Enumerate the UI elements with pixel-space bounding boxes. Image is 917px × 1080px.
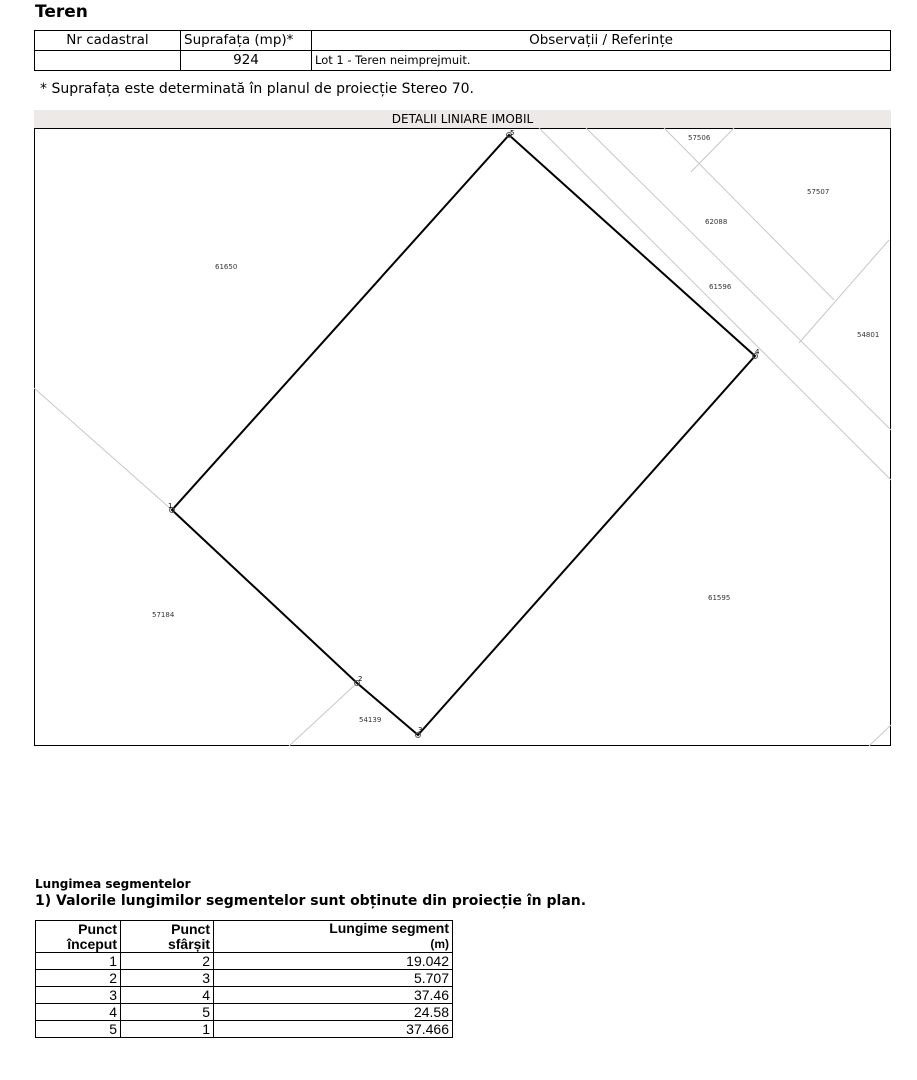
neighbour-boundaries (34, 128, 891, 746)
cell-start: 2 (36, 970, 121, 987)
boundary-line (799, 240, 889, 343)
parcel-label: 54139 (359, 716, 382, 724)
table-row (36, 1021, 453, 1038)
parcel-label: 61595 (708, 594, 731, 602)
plan-header: DETALII LINIARE IMOBIL (34, 110, 891, 128)
parcel-label: 61596 (709, 283, 732, 291)
section-title: Teren (35, 2, 88, 22)
plan-svg (34, 110, 891, 746)
header-end-line1: Punct (171, 921, 210, 937)
teren-header-row (35, 31, 891, 51)
boundary-line (289, 683, 357, 746)
cell-length: 24.58 (214, 1004, 453, 1021)
boundary-line (34, 388, 172, 510)
segments-table (35, 920, 453, 1038)
parcel-label: 61650 (215, 263, 238, 271)
header-length-unit: (m) (430, 937, 449, 951)
table-row (36, 1004, 453, 1021)
vertex-markers (170, 133, 758, 738)
boundary-line (664, 128, 834, 300)
header-length (214, 921, 453, 953)
header-start-line1: Punct (78, 921, 117, 937)
header-start (36, 921, 121, 953)
cell-nr-cadastral (35, 51, 181, 71)
table-row (36, 970, 453, 987)
parcel-label: 57507 (807, 188, 830, 196)
plan-drawing (34, 110, 891, 746)
cell-end: 4 (121, 987, 214, 1004)
teren-table (34, 30, 891, 71)
vertex-label: 4 (755, 348, 760, 356)
table-row (36, 987, 453, 1004)
header-suprafata: Suprafața (mp)* (181, 31, 312, 51)
parcel-label: 54801 (857, 331, 880, 339)
boundary-line (869, 725, 891, 746)
boundary-line (586, 128, 891, 430)
header-length-line1: Lungime segment (329, 920, 449, 936)
boundary-line (539, 128, 891, 480)
parcel-label: 62088 (705, 218, 728, 226)
header-end (121, 921, 214, 953)
plan-frame (35, 129, 891, 746)
vertex-labels (168, 129, 760, 734)
vertex-label: 5 (510, 129, 515, 137)
segments-title: Lungimea segmentelor (35, 877, 191, 891)
teren-data-row (35, 51, 891, 71)
cell-start: 3 (36, 987, 121, 1004)
vertex-label: 3 (418, 726, 423, 734)
cell-start: 4 (36, 1004, 121, 1021)
segments-note: 1) Valorile lungimilor segmentelor sunt obținute din proiecție în plan. (35, 893, 587, 909)
cell-start: 1 (36, 953, 121, 970)
cell-length: 37.46 (214, 987, 453, 1004)
cell-length: 37.466 (214, 1021, 453, 1038)
vertex-label: 1 (168, 502, 173, 510)
cell-suprafata: 924 (181, 51, 312, 71)
segments-header-row (36, 921, 453, 953)
header-end-line2: sfârșit (167, 936, 210, 952)
cell-end: 5 (121, 1004, 214, 1021)
cell-end: 2 (121, 953, 214, 970)
projection-note: * Suprafața este determinată în planul de proiecție Stereo 70. (40, 81, 475, 97)
header-observatii: Observații / Referințe (312, 31, 891, 51)
parcel-labels (152, 134, 879, 724)
cell-observatii: Lot 1 - Teren neimprejmuit. (312, 51, 891, 71)
cell-end: 1 (121, 1021, 214, 1038)
header-start-line2: început (67, 936, 117, 952)
header-nr-cadastral: Nr cadastral (35, 31, 181, 51)
parcel-outline (172, 135, 755, 735)
cell-end: 3 (121, 970, 214, 987)
cell-start: 5 (36, 1021, 121, 1038)
table-row (36, 953, 453, 970)
parcel-label: 57506 (688, 134, 711, 142)
cell-length: 19.042 (214, 953, 453, 970)
cell-length: 5.707 (214, 970, 453, 987)
vertex-label: 2 (358, 675, 363, 683)
parcel-label: 57184 (152, 611, 175, 619)
